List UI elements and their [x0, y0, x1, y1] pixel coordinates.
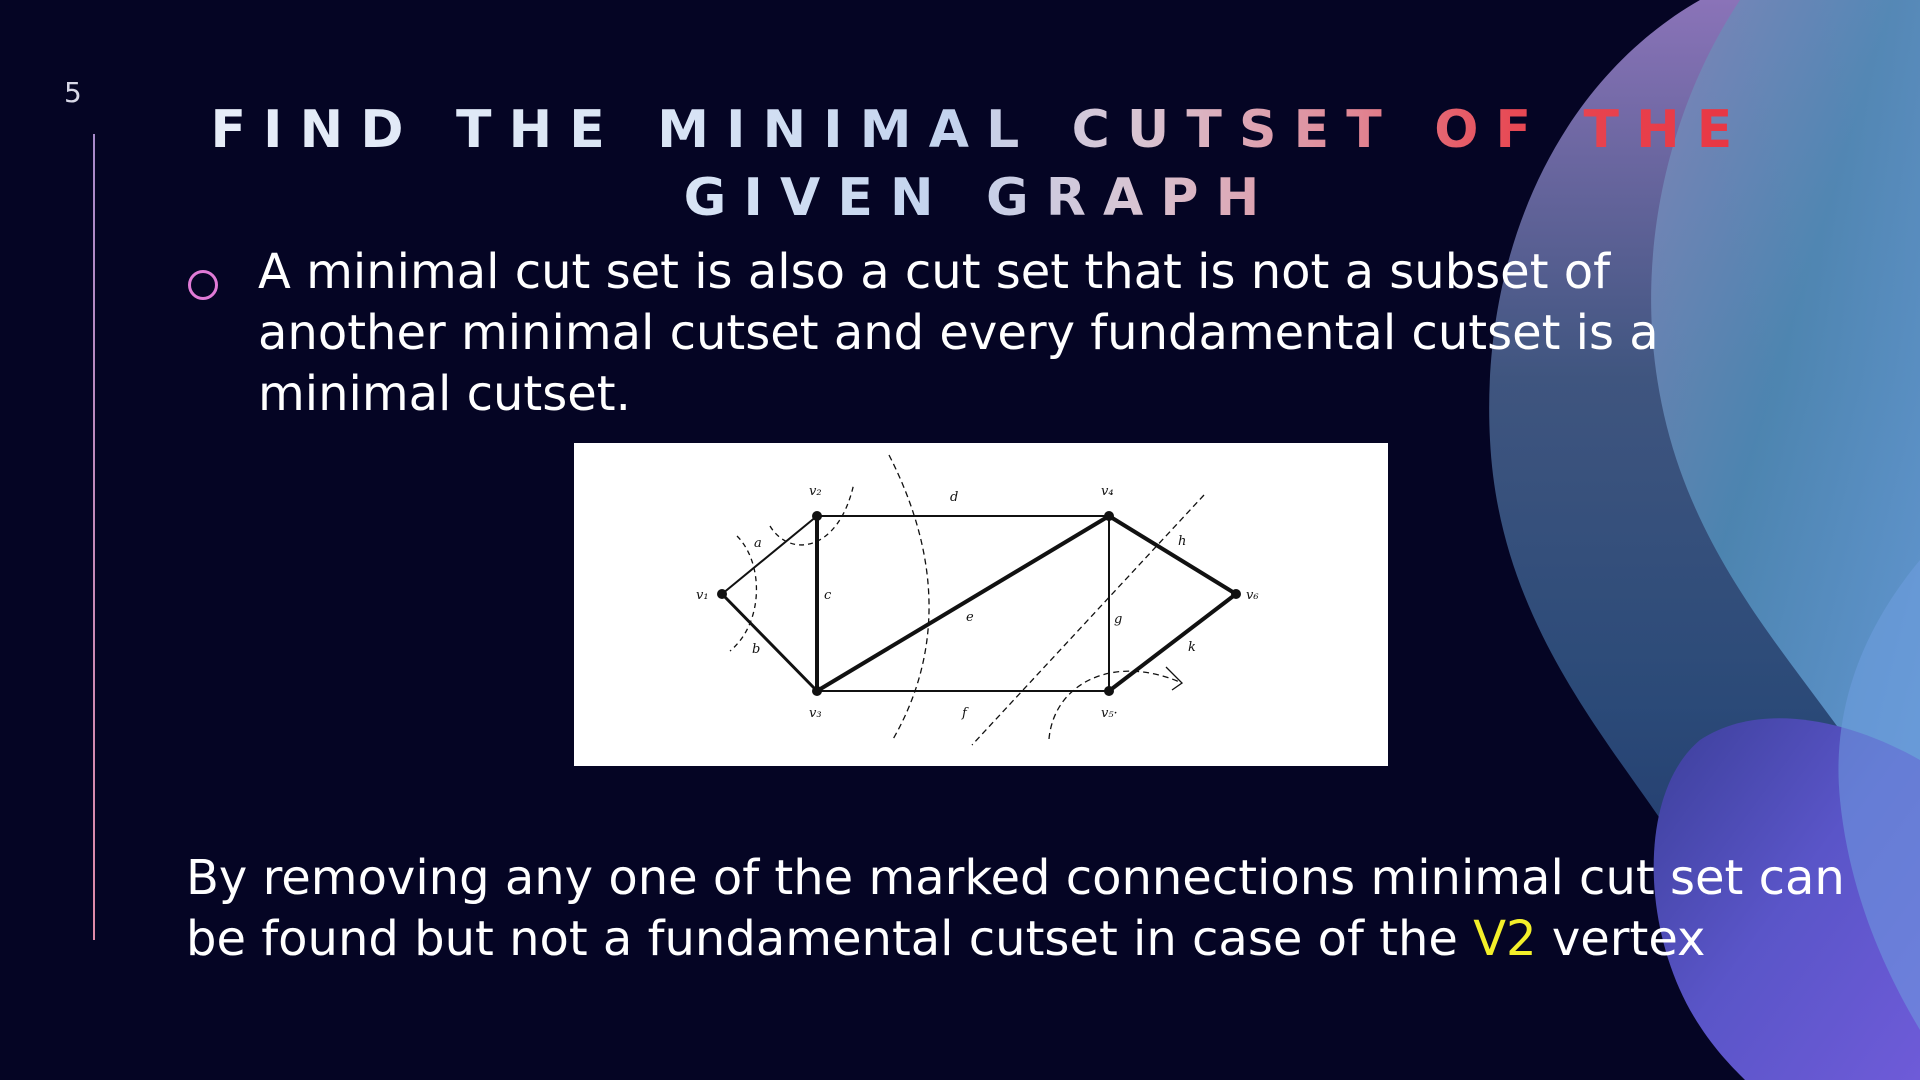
- edge-e: [817, 516, 1109, 691]
- label-edge-g: g: [1114, 612, 1123, 627]
- label-edge-b: b: [752, 642, 761, 657]
- label-edge-a: a: [754, 536, 762, 551]
- slide-number: 5: [64, 76, 82, 109]
- cut-arrow: [1166, 667, 1182, 690]
- vertex-v2: [812, 511, 822, 521]
- graph-figure[interactable]: [574, 443, 1388, 766]
- highlighted-vertex: V2: [1473, 911, 1537, 967]
- label-v2: v₂: [809, 484, 822, 499]
- cut-line-center: [889, 455, 929, 741]
- label-edge-k: k: [1188, 640, 1196, 655]
- label-edge-c: c: [824, 588, 832, 603]
- label-v5: v₅·: [1101, 706, 1118, 721]
- vertex-v1: [717, 589, 727, 599]
- cut-line-v1: [730, 536, 756, 651]
- edge-h: [1109, 516, 1236, 594]
- left-vertical-rule: [93, 134, 95, 940]
- label-edge-e: e: [966, 610, 974, 625]
- vertex-v3: [812, 686, 822, 696]
- bullet-item[interactable]: [188, 242, 1728, 425]
- explanation-paragraph[interactable]: [186, 848, 1906, 970]
- bullet-text[interactable]: A minimal cut set is also a cut set that is not a subset of another minimal cutset and every fundamental cutset is a minimal cutset.: [258, 244, 1659, 422]
- label-v3: v₃: [809, 706, 822, 721]
- vertex-v4: [1104, 511, 1114, 521]
- label-edge-d: d: [950, 490, 959, 505]
- slide-title[interactable]: FIND THE MINIMAL CUTSET OF THE GIVEN GRAPH: [150, 96, 1810, 232]
- explanation-text-end: vertex: [1536, 911, 1706, 967]
- edge-b: [722, 594, 817, 691]
- label-v4: v₄: [1101, 484, 1114, 499]
- vertex-v5: [1104, 686, 1114, 696]
- edge-k: [1109, 594, 1236, 691]
- label-v1: v₁: [696, 588, 709, 603]
- label-edge-f: f: [962, 706, 967, 721]
- label-v6: v₆: [1246, 588, 1259, 603]
- vertex-v6: [1231, 589, 1241, 599]
- cut-line-diagonal: [972, 495, 1204, 745]
- explanation-text-start: By removing any one of the marked connections minimal cut set can be found but not a fundamental cutset in case of the: [186, 850, 1845, 967]
- label-edge-h: h: [1178, 534, 1187, 549]
- bullet-circle-icon: [188, 270, 218, 300]
- edge-a: [722, 516, 817, 594]
